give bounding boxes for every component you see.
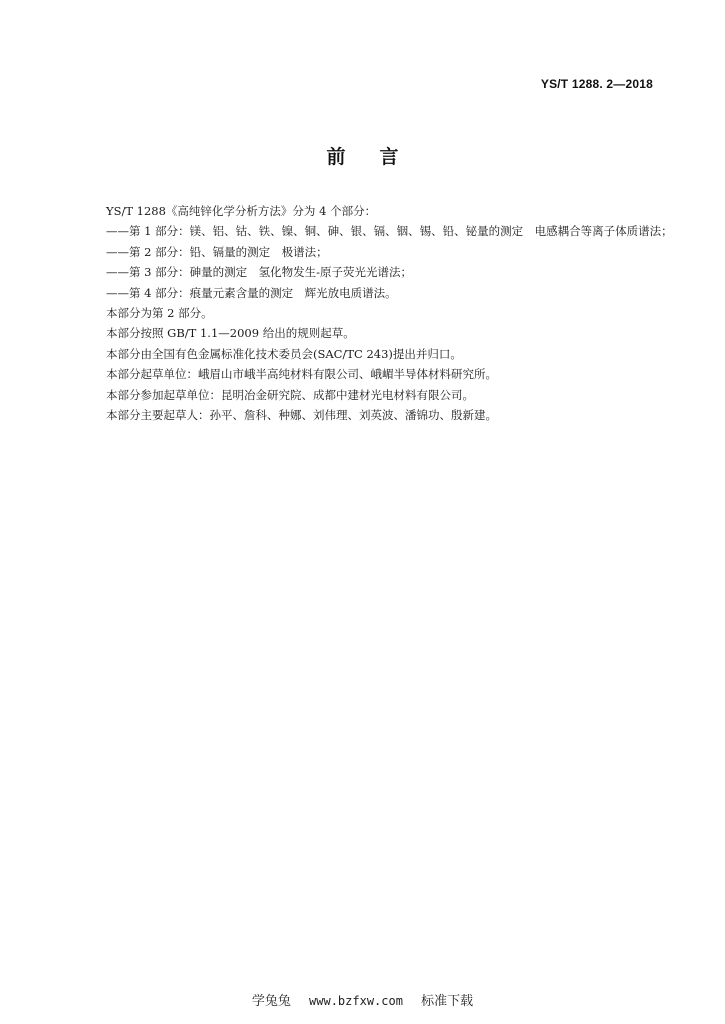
- footer-watermark: [0, 990, 725, 1009]
- footer-url-link[interactable]: www.bzfxw.com: [309, 994, 403, 1008]
- drafting-units: 本部分起草单位：峨眉山市峨半高纯材料有限公司、峨嵋半导体材料研究所。: [106, 367, 497, 382]
- this-part-statement: 本部分为第 2 部分。: [106, 306, 213, 321]
- participating-units: 本部分参加起草单位：昆明冶金研究院、成都中建材光电材料有限公司。: [106, 387, 474, 402]
- footer-site-name: 学兔兔: [251, 994, 291, 1009]
- proposer-statement: 本部分由全国有色金属标准化技术委员会(SAC/TC 243)提出并归口。: [106, 346, 462, 361]
- foreword-body: [106, 201, 673, 425]
- part-1-item: ——第 1 部分：镁、铝、钴、铁、镍、铜、砷、银、镉、铟、锡、铅、铋量的测定 电感耦合等离子体质谱法；: [106, 224, 673, 239]
- main-drafters: 本部分主要起草人：孙平、詹科、种娜、刘伟理、刘英波、潘锦功、殷新建。: [106, 408, 497, 423]
- standard-number: YS/T 1288. 2—2018: [540, 77, 653, 91]
- part-4-item: ——第 4 部分：痕量元素含量的测定 辉光放电质谱法。: [106, 285, 397, 300]
- page-title: 前言: [326, 146, 433, 168]
- footer-tagline: 标准下载: [421, 994, 474, 1009]
- part-2-item: ——第 2 部分：铅、镉量的测定 极谱法；: [106, 244, 328, 259]
- part-3-item: ——第 3 部分：砷量的测定 氢化物发生-原子荧光光谱法；: [106, 265, 413, 280]
- intro-paragraph: YS/T 1288《高纯锌化学分析方法》分为 4 个部分：: [106, 204, 377, 218]
- drafting-rules-statement: 本部分按照 GB/T 1.1—2009 给出的规则起草。: [106, 326, 355, 341]
